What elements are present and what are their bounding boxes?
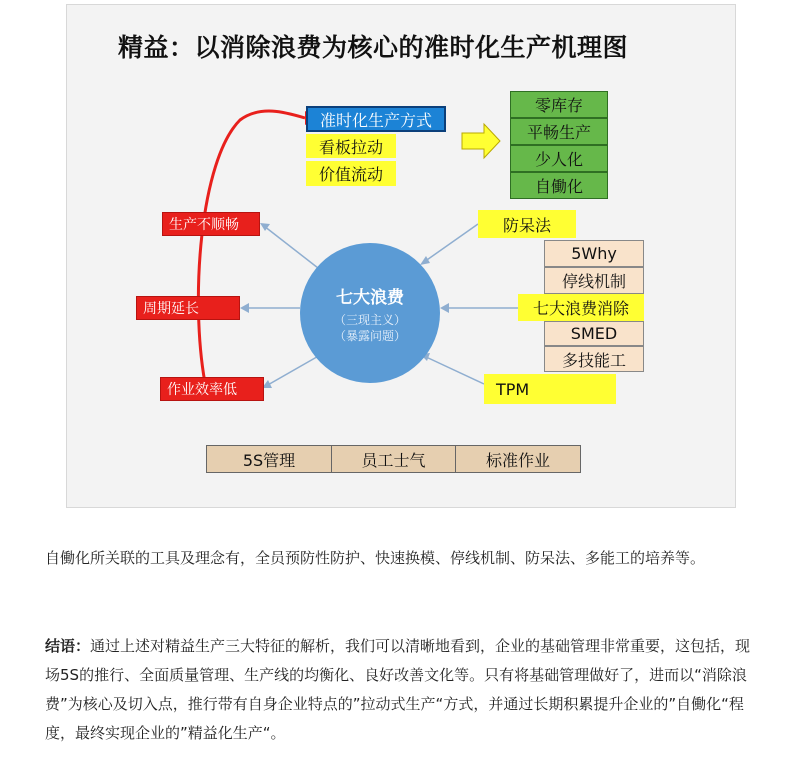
result-zero-inventory: 零库存: [510, 91, 608, 118]
tool-smed: SMED: [544, 321, 644, 346]
arrow-to-efficiency: [266, 354, 322, 386]
result-jidoka: 自働化: [510, 172, 608, 199]
paragraph-jidoka-tools: 自働化所关联的工具及理念有，全员预防性防护、快速换模、停线机制、防呆法、多能工的培养等。: [45, 549, 706, 567]
jit-item-flow: 价值流动: [306, 161, 396, 186]
arrow-from-tpm: [424, 356, 484, 384]
seven-wastes-circle: [300, 243, 440, 383]
diagram-title: 精益：以消除浪费为核心的准时化生产机理图: [118, 33, 629, 62]
problem-efficiency: 作业效率低: [160, 377, 264, 401]
problem-production: 生产不顺畅: [162, 212, 260, 236]
yellow-block-arrow: [462, 124, 500, 158]
foundation-morale: 员工士气: [331, 445, 456, 473]
circle-title: 七大浪费: [336, 287, 404, 308]
jit-header: 准时化生产方式: [306, 106, 446, 132]
tool-waste-elimination: 七大浪费消除: [518, 294, 644, 321]
circle-subtitle-1: （三现主义）: [333, 312, 406, 327]
circle-subtitle-2: （暴露问题）: [333, 328, 406, 343]
feedback-curve: [198, 111, 305, 383]
problem-cycle: 周期延长: [136, 296, 240, 320]
foundation-standard-work: 标准作业: [455, 445, 581, 473]
arrow-from-pokayoke: [424, 224, 478, 262]
conclusion-label: 结语：: [45, 637, 91, 655]
conclusion-text: 通过上述对精益生产三大特征的解析，我们可以清晰地看到，企业的基础管理非常重要，这包括，现场5S的推行、全面质量管理、生产线的均衡化、良好改善文化等。只有将基础管理做好了，进而以“消除浪费”为核心及切入点，推行带有自身企业特点的”拉动式生产“方式，并通过长期积累提升企业的”自働化“程度，最终实现企业的”精益化生产“。: [45, 637, 751, 742]
arrow-to-production: [264, 226, 318, 268]
result-smooth-production: 平畅生产: [510, 118, 608, 145]
foundation-5s: 5S管理: [206, 445, 332, 473]
result-fewer-people: 少人化: [510, 145, 608, 172]
tool-5why: 5Why: [544, 240, 644, 267]
jit-item-kanban: 看板拉动: [306, 134, 396, 158]
tool-multi-skill: 多技能工: [544, 346, 644, 372]
tool-line-stop: 停线机制: [544, 267, 644, 294]
tool-tpm: TPM: [484, 374, 616, 404]
tool-poka-yoke: 防呆法: [478, 210, 576, 238]
paragraph-conclusion: [45, 632, 760, 748]
